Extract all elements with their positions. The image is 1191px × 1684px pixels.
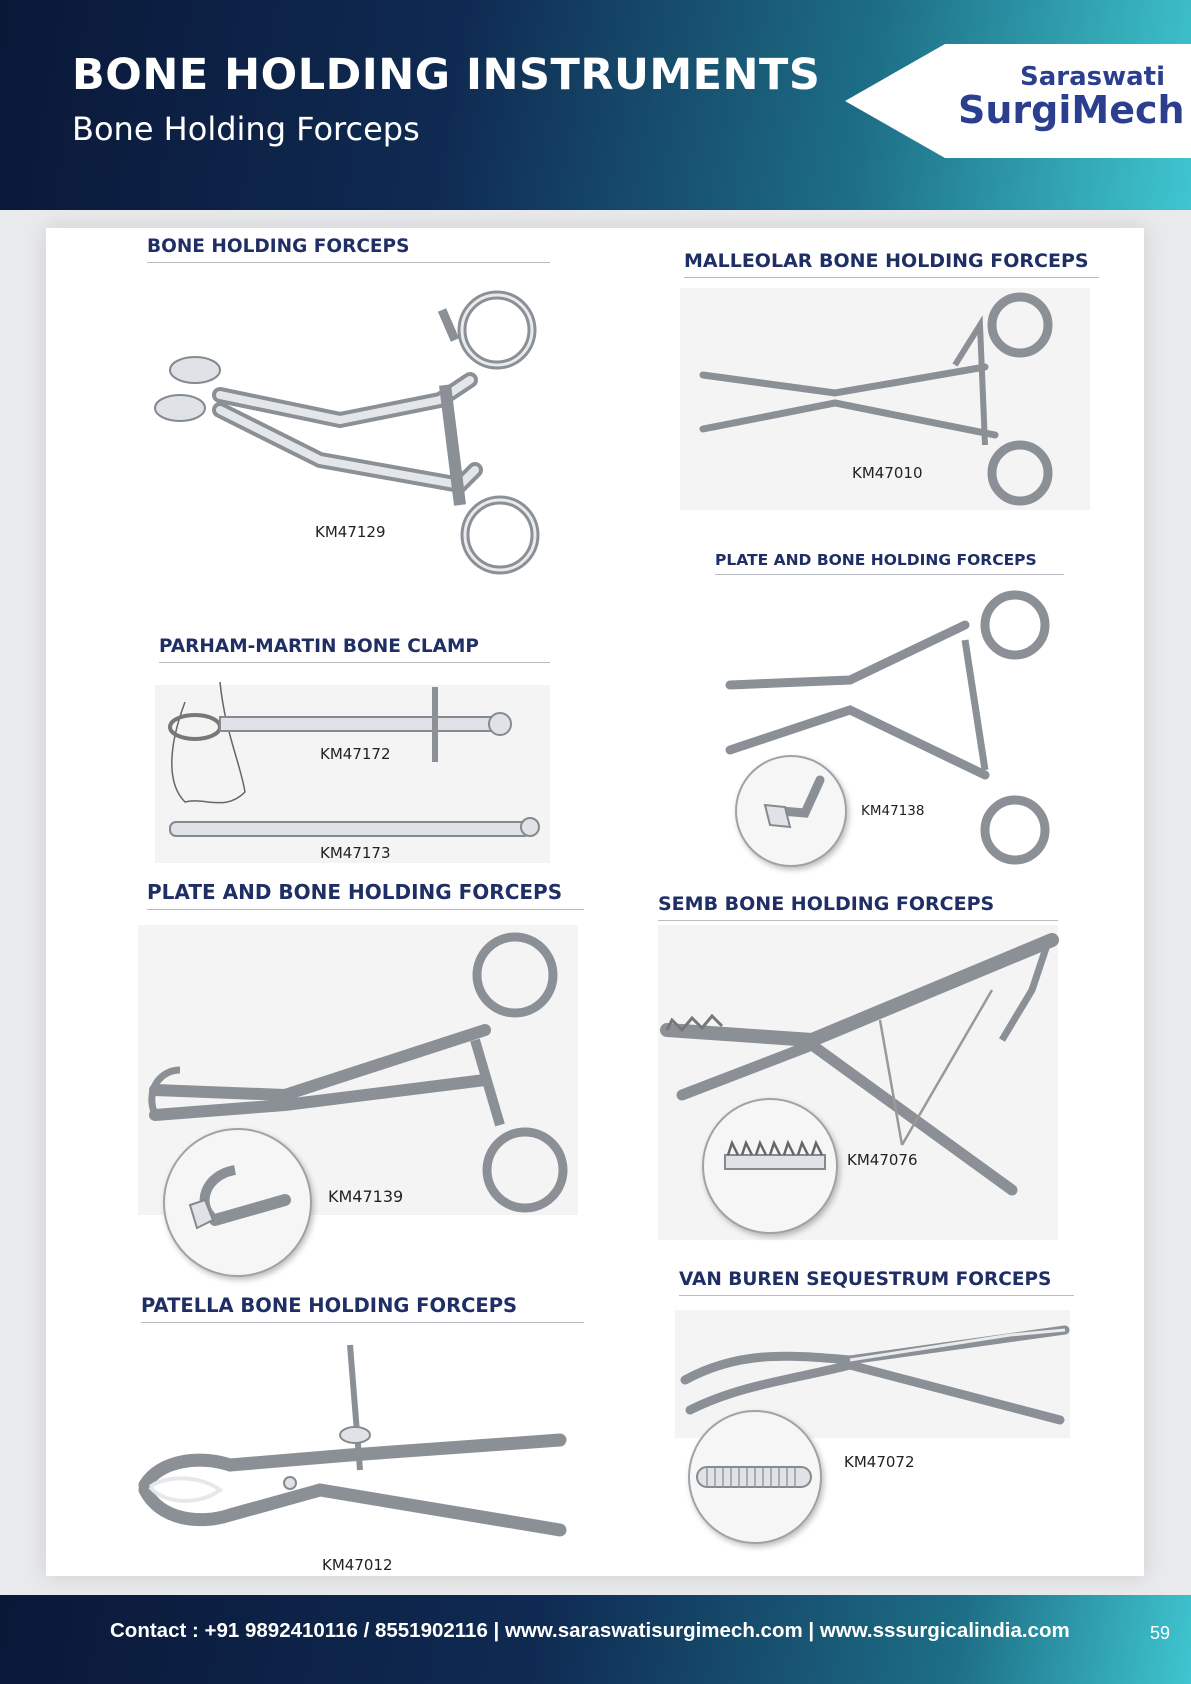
product-title: PLATE AND BONE HOLDING FORCEPS bbox=[147, 880, 584, 910]
product-code: KM47076 bbox=[847, 1151, 918, 1169]
product-title: VAN BUREN SEQUESTRUM FORCEPS bbox=[679, 1269, 1074, 1296]
zoom-detail-icon bbox=[760, 775, 830, 835]
product-title: MALLEOLAR BONE HOLDING FORCEPS bbox=[684, 250, 1099, 278]
product-code: KM47010 bbox=[852, 464, 923, 482]
footer-contact: Contact : +91 9892410116 / 8551902116 | www.saraswatisurgimech.com | www.sssurgicalindia.com bbox=[110, 1619, 1070, 1642]
product-code: KM47072 bbox=[844, 1453, 915, 1471]
product-code: KM47012 bbox=[322, 1556, 393, 1574]
page-subtitle: Bone Holding Forceps bbox=[72, 110, 420, 148]
logo-text-line1: Saraswati bbox=[1020, 62, 1166, 92]
zoom-detail-icon bbox=[720, 1135, 830, 1185]
zoom-detail-icon bbox=[185, 1150, 295, 1250]
page-number: 59 bbox=[1150, 1623, 1171, 1643]
page-title: BONE HOLDING INSTRUMENTS bbox=[72, 50, 821, 100]
instrument-photo bbox=[165, 682, 545, 862]
logo-text-line2: SurgiMech bbox=[958, 88, 1185, 132]
product-title: PATELLA BONE HOLDING FORCEPS bbox=[141, 1294, 584, 1323]
product-code: KM47139 bbox=[328, 1187, 404, 1206]
product-title: BONE HOLDING FORCEPS bbox=[147, 236, 550, 263]
product-code: KM47173 bbox=[320, 844, 391, 862]
product-title: PARHAM-MARTIN BONE CLAMP bbox=[159, 636, 550, 663]
product-code: KM47172 bbox=[320, 745, 391, 763]
instrument-photo bbox=[140, 1340, 580, 1540]
product-code: KM47138 bbox=[861, 803, 925, 819]
product-title: SEMB BONE HOLDING FORCEPS bbox=[658, 893, 1058, 921]
product-code: KM47129 bbox=[315, 523, 386, 541]
zoom-detail-icon bbox=[695, 1462, 813, 1492]
product-title: PLATE AND BONE HOLDING FORCEPS bbox=[715, 551, 1064, 575]
